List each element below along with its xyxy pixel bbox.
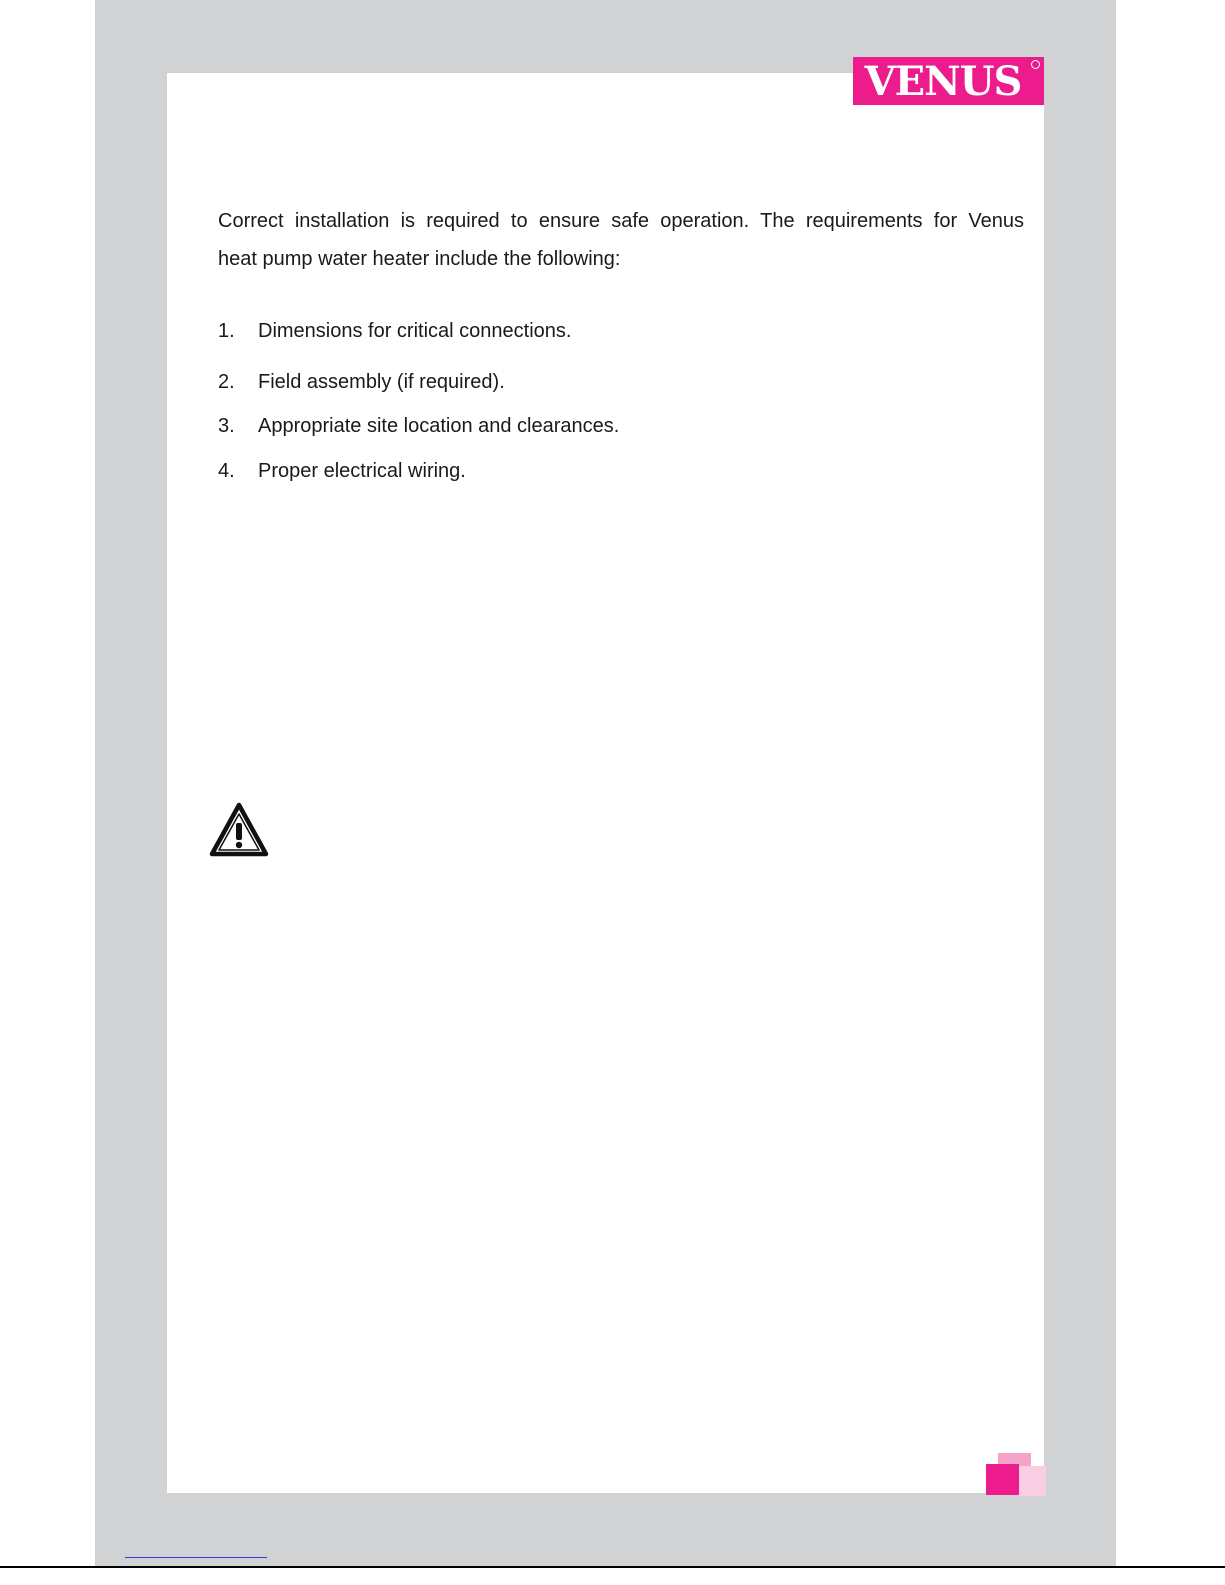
requirement-text: Proper electrical wiring. bbox=[258, 460, 466, 482]
registered-mark-icon bbox=[1031, 60, 1040, 69]
corner-square bbox=[986, 1464, 1019, 1495]
intro-line-1: Correct installation is required to ensure safe operation. The requirements for Venus bbox=[218, 210, 1024, 232]
corner-square bbox=[1018, 1466, 1046, 1496]
requirement-text: Appropriate site location and clearances. bbox=[258, 415, 620, 437]
document-page bbox=[167, 73, 1044, 1493]
requirement-number: 2. bbox=[218, 371, 235, 393]
requirement-item bbox=[218, 371, 505, 394]
bottom-divider bbox=[0, 1566, 1225, 1568]
requirement-item bbox=[218, 320, 571, 343]
intro-paragraph bbox=[218, 202, 1024, 278]
requirement-text: Dimensions for critical connections. bbox=[258, 320, 572, 342]
intro-line-2: heat pump water heater include the following: bbox=[218, 248, 621, 270]
venus-logo bbox=[853, 57, 1044, 105]
logo-text: VENUS bbox=[864, 58, 1022, 105]
bottom-link-underline bbox=[125, 1557, 267, 1558]
requirement-item bbox=[218, 415, 619, 438]
requirement-number: 1. bbox=[218, 320, 235, 342]
warning-triangle-icon bbox=[208, 801, 270, 859]
requirement-text: Field assembly (if required). bbox=[258, 371, 505, 393]
requirement-number: 3. bbox=[218, 415, 235, 437]
requirement-number: 4. bbox=[218, 460, 235, 482]
requirement-item bbox=[218, 460, 466, 483]
